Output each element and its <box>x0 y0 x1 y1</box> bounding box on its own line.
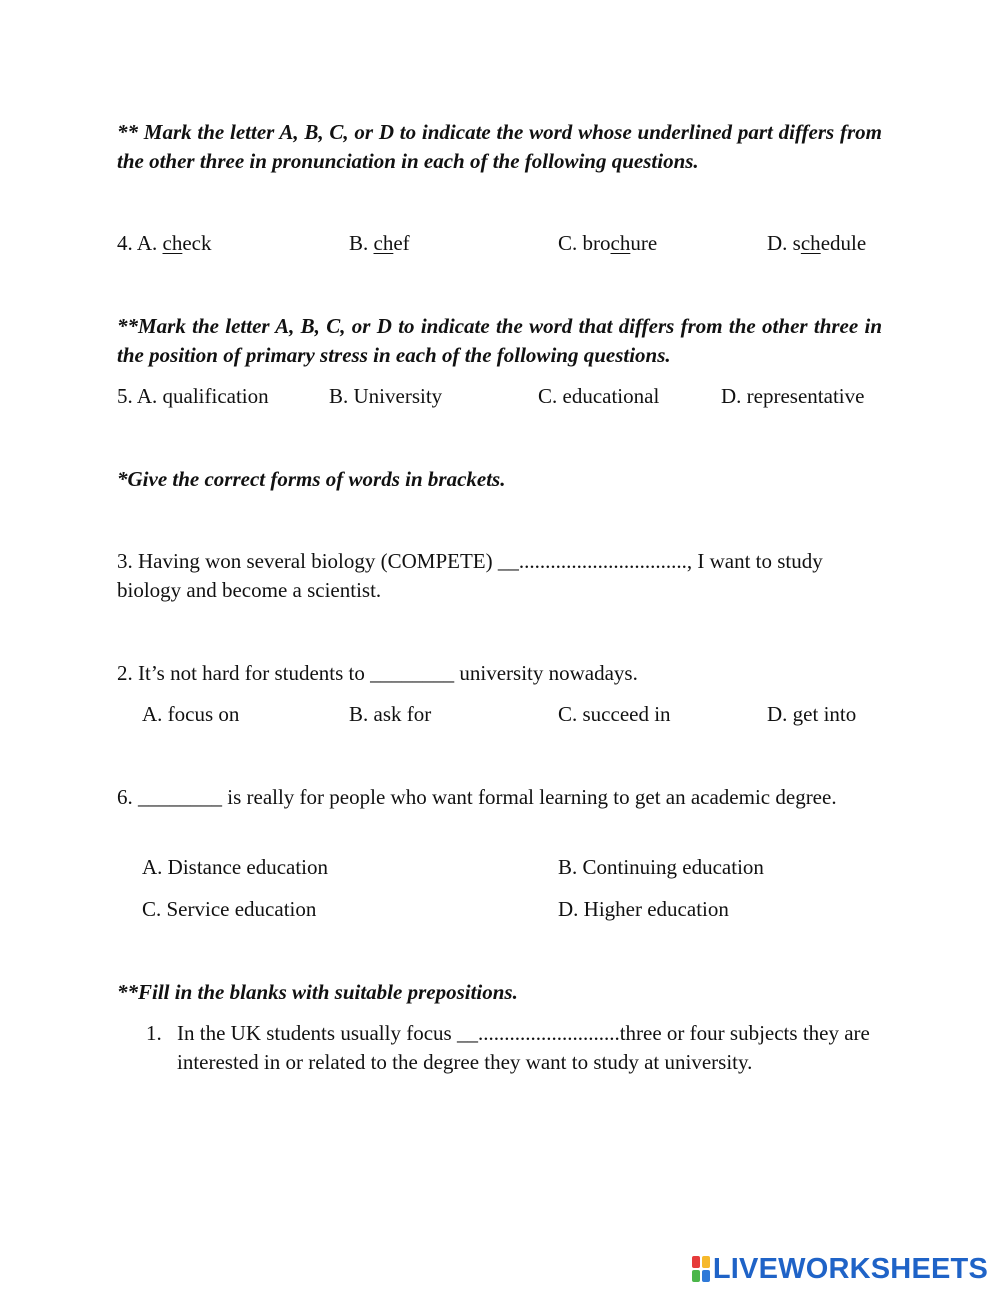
logo-text: LIVEWORKSHEETS <box>712 1253 988 1285</box>
q2-option-c[interactable]: C. succeed in <box>558 702 671 726</box>
q6-option-b[interactable]: B. Continuing education <box>558 855 764 879</box>
q5-option-d[interactable]: D. representative <box>721 384 865 408</box>
q5-option-b[interactable]: B. University <box>329 384 443 408</box>
q6-option-c[interactable]: C. Service education <box>142 897 317 921</box>
prepositions-instruction: **Fill in the blanks with suitable prepositions. <box>117 980 518 1004</box>
stress-instruction: **Mark the letter A, B, C, or D to indicate the word that differs from the other three in the position of primary stress in each of the following questions. <box>117 314 882 367</box>
q4-b-word: chef <box>373 231 410 255</box>
q4-option-a[interactable] <box>117 229 212 258</box>
prep-item-text[interactable]: In the UK students usually focus __...........................three or four subjects they are interested in or related to the degree they want to study at university. <box>177 1021 870 1074</box>
q6-option-a[interactable]: A. Distance education <box>142 855 329 879</box>
q6-option-d[interactable]: D. Higher education <box>558 897 729 921</box>
q4-option-b[interactable]: B. chef <box>349 231 410 255</box>
q4-option-c[interactable]: C. brochure <box>558 231 658 255</box>
q4-c-word: brochure <box>582 231 658 255</box>
q4-a-word: check <box>162 231 212 255</box>
q5-option-c[interactable]: C. educational <box>538 384 660 408</box>
prep-item-number: 1. <box>146 1021 162 1045</box>
q4-d-word: schedule <box>792 231 867 255</box>
q5-option-a[interactable]: 5. A. qualification <box>117 384 269 408</box>
q3-text[interactable]: 3. Having won several biology (COMPETE) __................................, I want to study biology and become a scientist. <box>117 549 823 602</box>
word-forms-instruction: *Give the correct forms of words in brackets. <box>117 467 506 491</box>
q2-option-a[interactable]: A. focus on <box>142 702 240 726</box>
q2-stem: 2. It’s not hard for students to ________ university nowadays. <box>117 661 638 685</box>
liveworksheets-logo[interactable] <box>692 1252 988 1286</box>
q4-option-d[interactable]: D. schedule <box>767 231 867 255</box>
logo-mark-icon <box>692 1256 710 1282</box>
pronunciation-instruction: ** Mark the letter A, B, C, or D to indicate the word whose underlined part differs from the other three in pronunciation in each of the following questions. <box>117 120 882 173</box>
q2-option-b[interactable]: B. ask for <box>349 702 432 726</box>
q2-option-d[interactable]: D. get into <box>767 702 857 726</box>
q4-number: 4. A. <box>117 231 158 255</box>
q6-stem: 6. ________ is really for people who want formal learning to get an academic degree. <box>117 785 837 809</box>
